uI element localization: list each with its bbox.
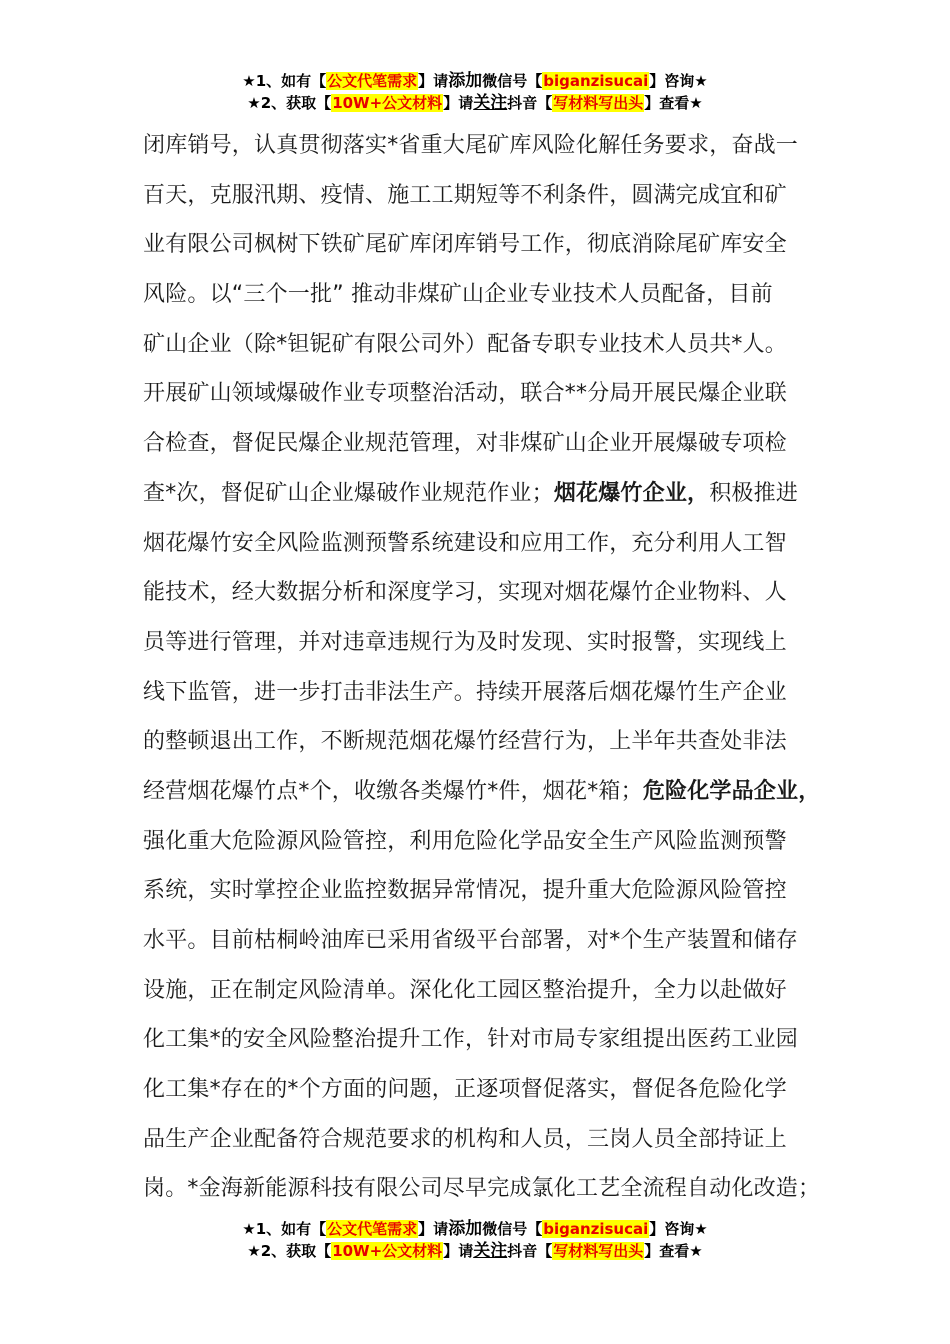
- line-text: 设施，正在制定风险清单。深化化工园区整治提升，全力以赴做好: [143, 977, 787, 1003]
- text-line: [143, 171, 823, 221]
- banner-text: 】咨询★: [649, 1220, 708, 1238]
- banner-text: ★2、获取【: [247, 94, 332, 112]
- banner-text: 】请: [418, 1220, 449, 1238]
- text-line: [143, 469, 823, 519]
- line-text: 强化重大危险源风险管控，利用危险化学品安全生产风险监测预警: [143, 828, 787, 854]
- line-text: 经营烟花爆竹点*个，收缴各类爆竹*件，烟花*箱；: [143, 778, 643, 804]
- text-line: [143, 668, 823, 718]
- line-text: 能技术，经大数据分析和深度学习，实现对烟花爆竹企业物料、人: [143, 580, 787, 606]
- text-line: [143, 866, 823, 916]
- text-line: [143, 121, 823, 171]
- line-text: 化工集*的安全风险整治提升工作，针对市局专家组提出医药工业园: [143, 1027, 799, 1053]
- text-line: [143, 817, 823, 867]
- text-line: [143, 220, 823, 270]
- line-text: 百天，克服汛期、疫情、施工工期短等不利条件，圆满完成宜和矿: [143, 182, 787, 208]
- banner-text: 抖音【: [507, 94, 553, 112]
- banner-highlight-service: 公文代笔需求: [327, 1220, 418, 1238]
- banner-text: 抖音【: [507, 1242, 553, 1260]
- text-line: [143, 717, 823, 767]
- banner-text: 】请: [443, 1242, 474, 1260]
- text-line: [143, 519, 823, 569]
- line-text: 岗。*金海新能源科技有限公司尽早完成氯化工艺全流程自动化改造；: [143, 1176, 821, 1202]
- banner-text: 】查看★: [644, 1242, 703, 1260]
- header-banner: [0, 70, 950, 114]
- text-line: [143, 1164, 823, 1214]
- banner-highlight-douyin: 写材料写出头: [553, 1242, 644, 1260]
- text-line: [143, 1065, 823, 1115]
- text-line: [143, 320, 823, 370]
- banner-text: ★2、获取【: [247, 1242, 332, 1260]
- bold-heading: 危险化学品企业，: [642, 778, 821, 804]
- text-line: [143, 270, 823, 320]
- banner-line-2: [0, 92, 950, 114]
- text-line: [143, 369, 823, 419]
- line-text: 矿山企业（除*钽铌矿有限公司外）配备专职专业技术人员共*人。: [143, 331, 788, 357]
- line-text: 烟花爆竹安全风险监测预警系统建设和应用工作，充分利用人工智: [143, 530, 787, 556]
- line-text: 水平。目前枯桐岭油库已采用省级平台部署，对*个生产装置和储存: [143, 928, 799, 953]
- line-text: 查*次，督促矿山企业爆破作业规范作业；: [143, 480, 554, 506]
- line-text: 积极推进: [709, 480, 799, 506]
- bold-heading: 烟花爆竹企业，: [553, 480, 710, 506]
- line-text: 品生产企业配备符合规范要求的机构和人员，三岗人员全部持证上: [143, 1126, 787, 1152]
- banner-highlight-douyin: 写材料写出头: [553, 94, 644, 112]
- line-text: 线下监管，进一步打击非法生产。持续开展落后烟花爆竹生产企业: [143, 679, 787, 705]
- banner-highlight-wechat: biganzisucai: [543, 1220, 649, 1238]
- line-text: 开展矿山领域爆破作业专项整治活动，联合**分局开展民爆企业联: [143, 381, 788, 407]
- text-line: [143, 966, 823, 1016]
- banner-text: 微信号【: [482, 72, 543, 90]
- line-text: 的整顿退出工作，不断规范烟花爆竹经营行为，上半年共查处非法: [143, 729, 787, 755]
- banner-highlight-service: 公文代笔需求: [327, 72, 418, 90]
- line-text: 风险。以“三个一批” 推动非煤矿山企业专业技术人员配备，目前: [143, 282, 773, 308]
- banner-line-1: [0, 70, 950, 92]
- text-line: [143, 618, 823, 668]
- text-line: [143, 568, 823, 618]
- banner-text: 】请: [418, 72, 449, 90]
- banner-text: 】咨询★: [649, 72, 708, 90]
- banner-emphasis: 添加: [448, 71, 483, 91]
- banner-line-1: [0, 1218, 950, 1240]
- line-text: 合检查，督促民爆企业规范管理，对非煤矿山企业开展爆破专项检: [143, 431, 787, 457]
- text-line: [143, 419, 823, 469]
- banner-highlight-wechat: biganzisucai: [543, 72, 649, 90]
- banner-emphasis: 关注: [473, 93, 508, 113]
- line-text: 业有限公司枫树下铁矿尾矿库闭库销号工作，彻底消除尾矿库安全: [143, 232, 787, 258]
- text-line: [143, 767, 823, 817]
- text-line: [143, 1015, 823, 1065]
- line-text: 化工集*存在的*个方面的问题，正逐项督促落实，督促各危险化学: [143, 1077, 788, 1103]
- banner-text: 微信号【: [482, 1220, 543, 1238]
- footer-banner: [0, 1218, 950, 1262]
- text-line: [143, 1115, 823, 1165]
- banner-highlight-materials: 10W+公文材料: [332, 1242, 443, 1260]
- line-text: 系统，实时掌控企业监控数据异常情况，提升重大危险源风险管控: [143, 878, 787, 904]
- banner-text: ★1、如有【: [242, 72, 327, 90]
- banner-text: 】查看★: [644, 94, 703, 112]
- banner-emphasis: 关注: [473, 1241, 508, 1261]
- banner-line-2: [0, 1240, 950, 1262]
- banner-text: ★1、如有【: [242, 1220, 327, 1238]
- banner-text: 】请: [443, 94, 474, 112]
- line-text: 员等进行管理，并对违章违规行为及时发现、实时报警，实现线上: [143, 629, 787, 655]
- document-body: [143, 121, 823, 1214]
- banner-highlight-materials: 10W+公文材料: [332, 94, 443, 112]
- text-line: [143, 916, 823, 966]
- line-text: 闭库销号，认真贯彻落实*省重大尾矿库风险化解任务要求，奋战一: [143, 133, 799, 158]
- banner-emphasis: 添加: [448, 1219, 483, 1239]
